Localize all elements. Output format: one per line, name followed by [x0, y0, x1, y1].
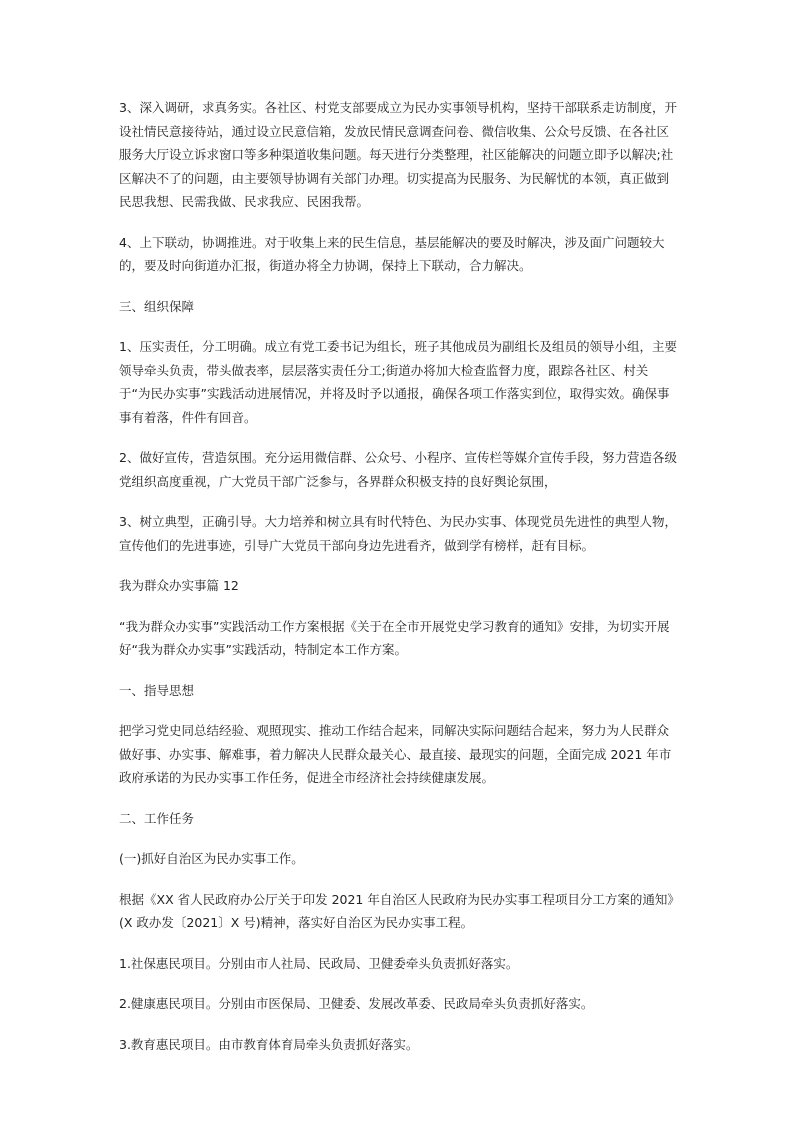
list-item-education: 3.教育惠民项目。由市教育体育局牵头负责抓好落实。	[119, 1036, 419, 1052]
paragraph-guiding-thought: 把学习党史同总结经验、观照现实、推动工作结合起来，同解决实际问题结合起来，努力为人民群众做好事、办实事、解难事，着力解决人民群众最关心、最直接、最现实的问题，全面完成 2021 年市政府承诺的为民办实事工作任务，促进全市经济社会持续健康发展。	[119, 723, 672, 785]
subsection-heading-region: (一)抓好自治区为民办实事工作。	[119, 851, 304, 866]
paragraph-coordination: 4、上下联动，协调推进。对于收集上来的民生信息，基层能解决的要及时解决，涉及面广问题较大的，要及时向街道办汇报，街道办将全力协调，保持上下联动，合力解决。	[119, 234, 665, 273]
section-heading-organization: 三、组织保障	[119, 298, 195, 314]
list-item-health: 2.健康惠民项目。分别由市医保局、卫健委、发展改革委、民政局牵头负责抓好落实。	[119, 996, 594, 1011]
paragraph-publicity: 2、做好宣传，营造氛围。充分运用微信群、公众号、小程序、宣传栏等媒介宣传手段，努力营造各级党组织高度重视，广大党员干部广泛参与，各界群众积极支持的良好舆论氛围，	[119, 450, 677, 489]
paragraph-role-models: 3、树立典型，正确引导。大力培养和树立具有时代特色、为民办实事、体现党员先进性的典型人物，宣传他们的先进事迹，引导广大党员干部向身边先进看齐，做到学有榜样，赶有目标。	[119, 514, 677, 553]
paragraph-responsibility: 1、压实责任，分工明确。成立有党工委书记为组长，班子其他成员为副组长及组员的领导小组，主要领导牵头负责，带头做表率，层层落实责任分工;街道办将加大检查监督力度，跟踪各社区、村关于“为民办实事”实践活动进展情况，并将及时予以通报，确保各项工作落实到位，取得实效。确保事事有着落，件件有回音。	[119, 339, 677, 425]
article-title: 我为群众办实事篇 12	[119, 578, 239, 593]
section-heading-guiding-thought: 一、指导思想	[119, 682, 195, 698]
document-body	[119, 96, 679, 1073]
paragraph-research: 3、深入调研，求真务实。各社区、村党支部要成立为民办实事领导机构，坚持干部联系走访制度，开设社情民意接待站，通过设立民意信箱，发放民情民意调查问卷、微信收集、公众号反馈、在各社区服务大厅设立诉求窗口等多种渠道收集问题。每天进行分类整理，社区能解决的问题立即予以解决;社区解决不了的问题，由主要领导协调有关部门办理。切实提高为民服务、为民解忧的本领，真正做到民思我想、民需我做、民求我应、民困我帮。	[119, 100, 677, 209]
paragraph-notice: 根据《XX 省人民政府办公厅关于印发 2021 年自治区人民政府为民办实事工程项目分工方案的通知》(X 政办发〔2021〕X 号)精神，落实好自治区为民办实事工程。	[119, 891, 674, 930]
section-heading-tasks: 二、工作任务	[119, 810, 195, 826]
list-item-social-security: 1.社保惠民项目。分别由市人社局、民政局、卫健委牵头负责抓好落实。	[119, 955, 519, 971]
paragraph-intro: “我为群众办实事”实践活动工作方案根据《关于在全市开展党史学习教育的通知》安排，为切实开展好“我为群众办实事”实践活动，特制定本工作方案。	[119, 618, 670, 657]
